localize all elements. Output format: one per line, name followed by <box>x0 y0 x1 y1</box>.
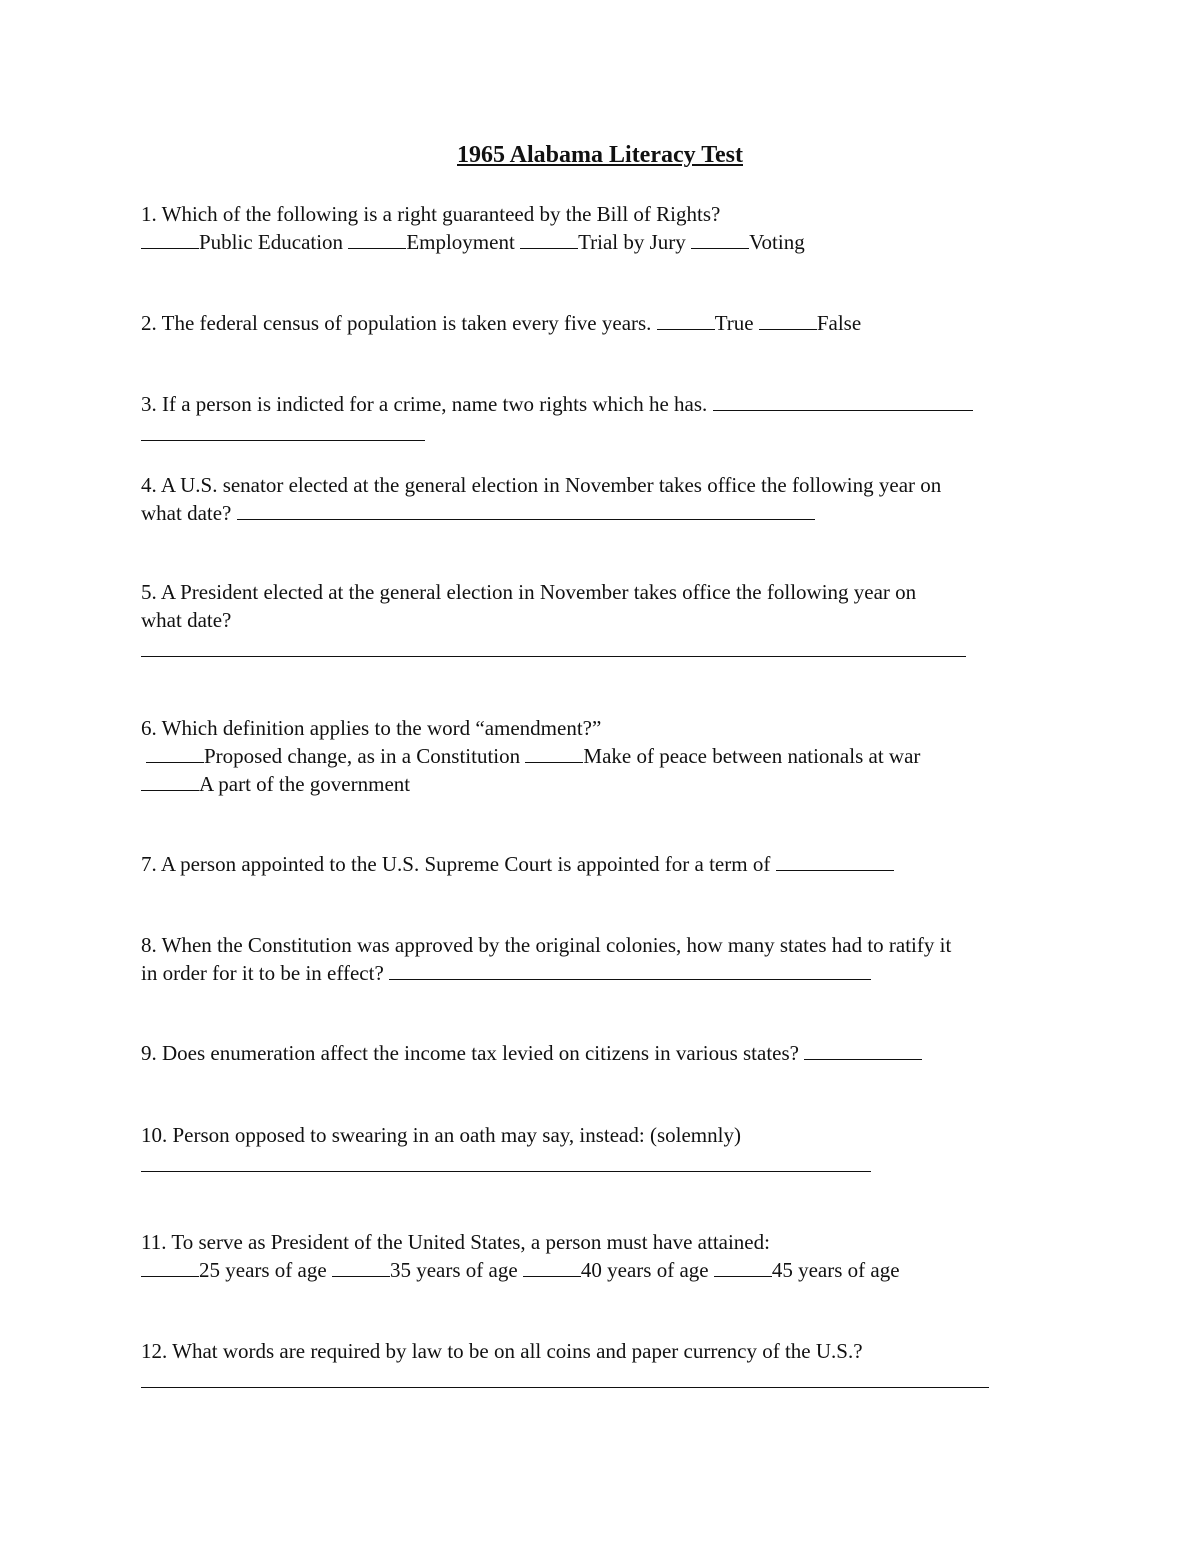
option-40-years: 40 years of age <box>580 1258 709 1282</box>
answer-line[interactable] <box>141 1365 989 1388</box>
question-8-text: 8. When the Constitution was approved by the original colonies, how many states had to ratify it <box>141 933 952 957</box>
answer-blank[interactable] <box>520 228 578 249</box>
question-6-text: 6. Which definition applies to the word “amendment?” <box>141 716 602 740</box>
answer-blank[interactable] <box>348 228 406 249</box>
question-8-line2 <box>141 959 1071 987</box>
answer-blank[interactable] <box>237 499 815 520</box>
option-false: False <box>816 311 862 335</box>
question-4-text: 4. A U.S. senator elected at the general election in November takes office the following year on <box>141 473 942 497</box>
question-9 <box>141 1039 1071 1067</box>
question-4-line2 <box>141 499 1071 527</box>
answer-blank[interactable] <box>759 309 817 330</box>
question-6-options-row1 <box>141 742 1071 770</box>
question-5-text: 5. A President elected at the general election in November takes office the following year on <box>141 580 917 604</box>
question-5-text-cont: what date? <box>141 608 232 632</box>
option-part-of-government: A part of the government <box>199 772 411 796</box>
question-2 <box>141 309 1071 337</box>
question-9-text: 9. Does enumeration affect the income tax levied on citizens in various states? <box>141 1041 799 1065</box>
answer-blank[interactable] <box>141 1256 199 1277</box>
option-employment: Employment <box>406 230 515 254</box>
question-7-text: 7. A person appointed to the U.S. Supreme Court is appointed for a term of <box>141 852 771 876</box>
question-7 <box>141 850 1071 878</box>
answer-blank[interactable] <box>389 959 871 980</box>
option-35-years: 35 years of age <box>389 1258 518 1282</box>
option-true: True <box>714 311 754 335</box>
question-4-text-cont: what date? <box>141 501 232 525</box>
answer-blank[interactable] <box>657 309 715 330</box>
question-8 <box>141 931 1071 987</box>
answer-blank[interactable] <box>713 390 973 411</box>
question-5 <box>141 578 1071 657</box>
question-7-line <box>141 850 1071 878</box>
answer-blank[interactable] <box>523 1256 581 1277</box>
answer-blank[interactable] <box>146 742 204 763</box>
question-1-options <box>141 228 1071 256</box>
answer-blank[interactable] <box>332 1256 390 1277</box>
option-make-of-peace: Make of peace between nationals at war <box>583 744 921 768</box>
option-45-years: 45 years of age <box>771 1258 900 1282</box>
answer-blank[interactable] <box>691 228 749 249</box>
answer-blank[interactable] <box>525 742 583 763</box>
answer-blank[interactable] <box>714 1256 772 1277</box>
answer-blank[interactable] <box>776 850 894 871</box>
question-1 <box>141 200 1071 256</box>
question-3-text: 3. If a person is indicted for a crime, name two rights which he has. <box>141 392 708 416</box>
question-3 <box>141 390 1071 441</box>
answer-blank[interactable] <box>141 228 199 249</box>
answer-line[interactable] <box>141 1149 871 1172</box>
question-3-line <box>141 390 1071 418</box>
question-2-line <box>141 309 1071 337</box>
question-4 <box>141 471 1071 527</box>
answer-line[interactable] <box>141 418 425 441</box>
option-trial-by-jury: Trial by Jury <box>578 230 686 254</box>
question-12-text: 12. What words are required by law to be on all coins and paper currency of the U.S.? <box>141 1339 863 1363</box>
question-11-text: 11. To serve as President of the United States, a person must have attained: <box>141 1230 770 1254</box>
question-6-options-row2 <box>141 770 1071 798</box>
question-2-text: 2. The federal census of population is taken every five years. <box>141 311 652 335</box>
answer-line[interactable] <box>141 634 966 657</box>
question-10 <box>141 1121 1071 1172</box>
option-proposed-change: Proposed change, as in a Constitution <box>204 744 521 768</box>
question-1-text: 1. Which of the following is a right guaranteed by the Bill of Rights? <box>141 202 721 226</box>
question-11-options <box>141 1256 1071 1284</box>
question-6 <box>141 714 1071 798</box>
option-public-education: Public Education <box>199 230 344 254</box>
question-11 <box>141 1228 1071 1284</box>
question-8-text-cont: in order for it to be in effect? <box>141 961 384 985</box>
question-10-text: 10. Person opposed to swearing in an oath may say, instead: (solemnly) <box>141 1123 741 1147</box>
option-voting: Voting <box>749 230 805 254</box>
answer-blank[interactable] <box>141 770 199 791</box>
document-title: 1965 Alabama Literacy Test <box>457 142 743 168</box>
question-12 <box>141 1337 1071 1388</box>
answer-blank[interactable] <box>804 1039 922 1060</box>
option-25-years: 25 years of age <box>199 1258 327 1282</box>
question-9-line <box>141 1039 1071 1067</box>
